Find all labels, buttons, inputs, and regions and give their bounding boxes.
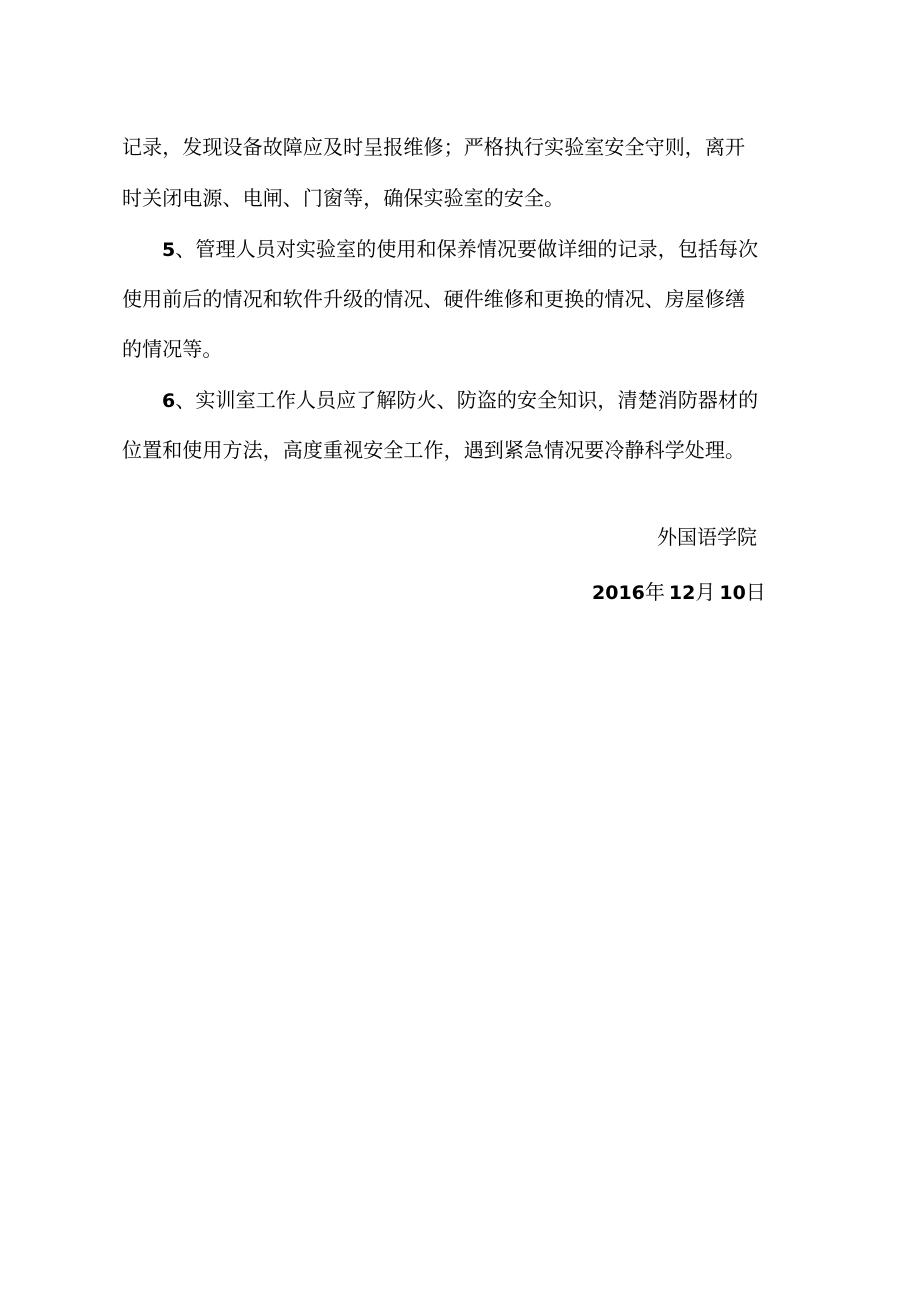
date-day: 10 <box>719 582 746 604</box>
date-day-unit: 日 <box>745 580 766 604</box>
signature-date <box>592 580 766 605</box>
paragraph-6-line-2: 位置和使用方法，高度重视安全工作，遇到紧急情况要冷静科学处理。 <box>122 438 746 462</box>
paragraph-6-line-1 <box>162 388 758 413</box>
paragraph-5-line-1 <box>162 237 758 262</box>
paragraph-5-line-2: 使用前后的情况和软件升级的情况、硬件维修和更换的情况、房屋修缮 <box>122 287 746 311</box>
paragraph-5-line-3: 的情况等。 <box>122 337 223 361</box>
paragraph-4-line-2: 时关闭电源、电闸、门窗等，确保实验室的安全。 <box>122 186 565 210</box>
date-year: 2016 <box>592 582 645 604</box>
paragraph-6-number: 6 <box>162 390 176 412</box>
date-month: 12 <box>668 582 696 604</box>
paragraph-4-line-1: 记录，发现设备故障应及时呈报维修；严格执行实验室安全守则，离开 <box>122 135 746 159</box>
signature-organization: 外国语学院 <box>657 525 757 549</box>
paragraph-6-text: 、实训室工作人员应了解防火、防盗的安全知识，清楚消防器材的 <box>175 388 759 412</box>
paragraph-5-number: 5 <box>162 239 176 261</box>
paragraph-5-text: 、管理人员对实验室的使用和保养情况要做详细的记录，包括每次 <box>175 237 759 261</box>
date-month-unit: 月 <box>695 580 716 604</box>
date-year-unit: 年 <box>644 580 665 604</box>
